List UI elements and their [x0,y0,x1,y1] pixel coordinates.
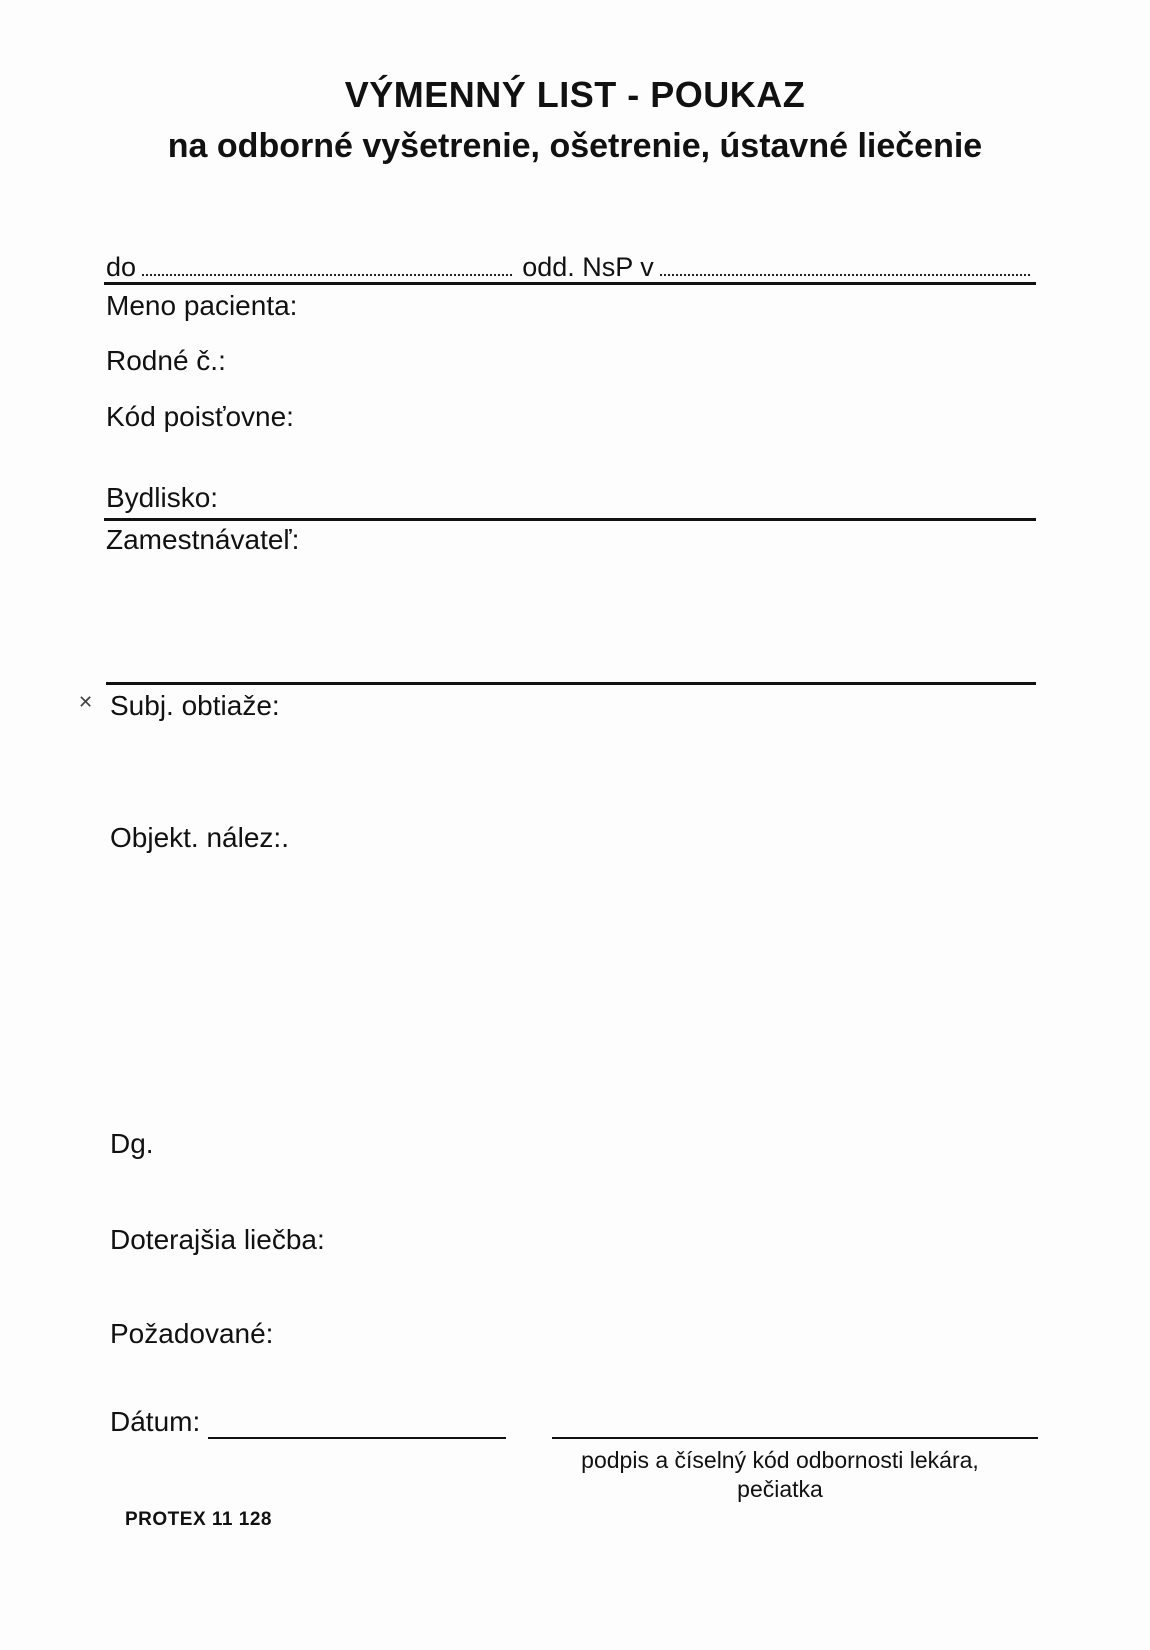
insurer-code-label: Kód poisťovne: [106,401,294,432]
employer-label: Zamestnávateľ: [106,524,300,555]
requested-label: Požadované: [110,1318,274,1349]
residence-rule [104,518,1036,521]
employer-rule [106,682,1036,685]
check-mark-icon: ✕ [78,692,94,712]
objective-finding-label: Objekt. nález:. [110,822,289,853]
form-code: PROTEX 11 128 [125,1509,272,1530]
residence-label: Bydlisko: [106,482,219,513]
signature-line[interactable] [552,1437,1038,1439]
signature-caption: podpis a číselný kód odbornosti lekára, pečiatka [581,1447,979,1502]
to-label: do [106,252,137,282]
form-subtitle: na odborné vyšetrenie, ošetrenie, ústavné liečenie [167,127,983,165]
date-label: Dátum: [110,1406,201,1437]
header-rule [104,282,1036,285]
diagnosis-label: Dg. [110,1128,154,1159]
date-line[interactable] [208,1437,506,1439]
department-label: odd. NsP v [522,252,654,282]
previous-treatment-label: Doterajšia liečba: [110,1224,325,1255]
subjective-complaints-label: Subj. obtiaže: [110,690,280,721]
department-dotted-field[interactable] [660,273,1030,276]
referral-destination-row [106,246,1036,282]
to-dotted-field[interactable] [142,273,512,276]
form-title: VÝMENNÝ LIST - POUKAZ [344,74,806,115]
patient-name-label: Meno pacienta: [106,290,298,321]
birth-number-label: Rodné č.: [106,345,226,376]
